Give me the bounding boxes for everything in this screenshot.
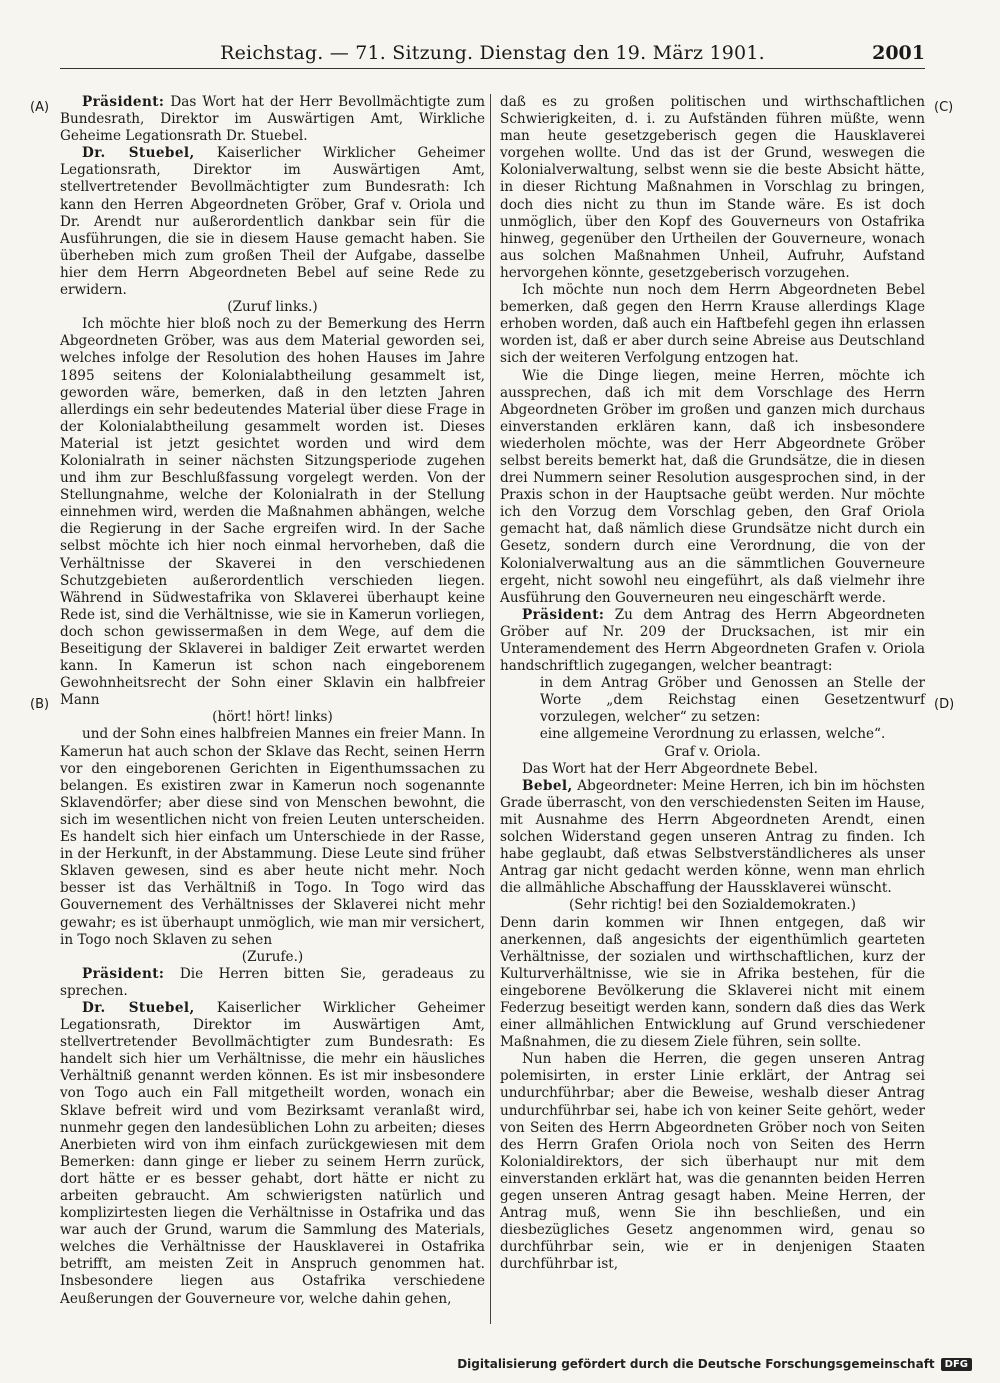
paragraph-text: Das Wort hat der Herr Abgeordnete Bebel.: [522, 760, 818, 777]
interjection: (Zuruf links.): [227, 299, 318, 316]
speech-paragraph: [60, 1000, 485, 1308]
interjection: Graf v. Oriola.: [664, 743, 761, 760]
speaker-name: Bebel,: [522, 777, 573, 794]
paragraph: [500, 282, 925, 367]
paragraph: [500, 368, 925, 607]
paragraph: [500, 94, 925, 282]
quoted-amendment: in dem Antrag Gröber und Genossen an Stelle der Worte „dem Reichstag einen Gesetzentwurf vorzulegen, welcher“ zu setzen:: [540, 675, 925, 726]
margin-mark-d: (D): [934, 697, 955, 712]
paragraph-text: und der Sohn eines halbfreien Mannes ein freier Mann. In Kamerun hat auch schon der Sklave das Recht, seinen Herrn vor den eingeborenen Gerichten in Eigenthumssachen zu belangen. Es existiren zwar in Kamerun noch sogenannte Sklavendörfer; aber diese sind von Menschen bewohnt, die sich im wesentlichen nicht von freien Leuten unterscheiden. Es handelt sich hier einfach um Unterschiede in der Rasse, in der Herkunft, in der Abstammung. Diese Leute sind früher Sklaven gewesen, sind es aber heute nicht mehr. Noch besser ist das Verhältniß in Togo. In Togo wird das Gouvernement des Verhältnisses der Sklaverei nicht mehr gewahr; es ist überhaupt unmöglich, wie man mir versichert, in Togo noch Sklaven zu sehen: [60, 726, 485, 948]
paragraph-text: Ich möchte nun noch dem Herrn Abgeordneten Bebel bemerken, daß gegen den Herrn Krause allerdings Klage erhoben worden, daß auch ein Haftbefehl gegen ihn erlassen worden ist, daß er aber durch seine Abreise aus Deutschland sich der weiteren Verfolgung entzogen hat.: [500, 282, 925, 367]
speech-paragraph: [60, 94, 485, 145]
interjection: eine allgemeine Verordnung zu erlassen, welche“.: [539, 726, 886, 743]
paragraph-text: Ich möchte hier bloß noch zu der Bemerkung des Herrn Abgeordneten Gröber, was aus dem Material geworden sei, welches infolge der Resolution des hohen Hauses im Jahre 1895 seitens der Kolonialabtheilung gesammelt ist, geworden wäre, bemerken, daß in den letzten Jahren allerdings ein sehr bedeutendes Material über diese Frage in der Kolonialabtheilung gesammelt worden ist. Dieses Material ist jetzt gesichtet worden und wird dem Kolonialrath in seiner nächsten Sitzungsperiode zugehen und ihm zur Beschlußfassung vorgelegt werden. Von der Stellungnahme, welche der Kolonialrath in der Stellung einnehmen wird, werden die Maßnahmen abhängen, welche die Regierung in der Sache ergreifen wird. In der Sache selbst möchte ich hier noch einmal hervorheben, daß die Verhältnisse der Skaverei in den verschiedenen Schutzgebieten außerordentlich verschieden liegen. Während in Südwestafrika von Sklaverei überhaupt keine Rede ist, sind die Verhältnisse, wie sie in Kamerun vorliegen, doch schon gewissermaßen in dem Wege, auf dem die Beseitigung der Sklaverei in baldiger Zeit erwartet werden kann. In Kamerun ist schon nach eingeborenem Gewohnheitsrecht der Sohn einer Sklavin ein halbfreier Mann: [60, 316, 485, 709]
dfg-logo: DFG: [941, 1358, 972, 1371]
paragraph-text: Nun haben die Herren, die gegen unseren Antrag polemisirten, in erster Linie erklärt, der Antrag sei undurchführbar; aber die Beweise, weshalb dieser Antrag undurchführbar sei, habe ich von keiner Seite gehört, weder von Seiten des Herrn Abgeordneten Gröber noch von Seiten des Herrn Grafen Oriola noch von Seiten des Herrn Kolonialdirektors, der sich überhaupt nur mit dem einverstanden erklärt hat, was die genannten beiden Herren gegen unseren Antrag gesagt haben. Meine Herren, der Antrag muß, wenn Sie ihn beschließen, und ein diesbezügliches Gesetz angenommen wird, genau so durchführbar sein, wie er in denjenigen Staaten durchführbar ist,: [500, 1051, 925, 1273]
interjection: (Sehr richtig! bei den Sozialdemokraten.): [569, 897, 856, 914]
paragraph-text: Die Herren bitten Sie, geradeaus zu sprechen.: [60, 965, 485, 999]
paragraph: [60, 726, 485, 948]
paragraph-text: Wie die Dinge liegen, meine Herren, möchte ich aussprechen, daß ich mit dem Vorschlage des Herrn Abgeordneten Gröber im großen und ganzen mich durchaus einverstanden erklären kann, daß ich insbesondere wiederholen möchte, was der Herr Abgeordnete Gröber selbst bereits bemerkt hat, daß die Grundsätze, die in diesen drei Nummern seiner Resolution ausgesprochen sind, in der Praxis schon in der Hauptsache geübt werden. Nur möchte ich den Vorzug dem Vorschlag geben, den Graf Oriola gemacht hat, daß nämlich diese Grundsätze nicht durch ein Gesetz, sondern durch eine Verordnung, die von der Kolonialverwaltung aus an die sämmtlichen Gouverneure ergeht, nicht sowohl neu eingeführt, als daß vielmehr ihre Ausführung den Gouverneuren neu eingeschärft werde.: [500, 367, 925, 606]
interjection: (Zurufe.): [241, 948, 304, 965]
right-column: [500, 94, 925, 1273]
paragraph-text: Denn darin kommen wir Ihnen entgegen, daß wir anerkennen, daß angesichts der eigenthümlich gearteten Verhältnisse, der sozialen und wirthschaftlichen, kurz der Kulturverhältnisse, wie sie in Afrika bestehen, für die eingeborene Bevölkerung die Sklaverei nicht mit einem Federzug beseitigt werden kann, sondern daß dies das Werk einer allmählichen Entwicklung auf Grund verschiedener Maßnahmen, die zu diesem Ziele führen, sein sollte.: [500, 914, 925, 1051]
footer-text: Digitalisierung gefördert durch die Deutsche Forschungsgemeinschaft: [457, 1357, 935, 1371]
speech-paragraph: [500, 607, 925, 675]
speech-paragraph: [500, 778, 925, 898]
speaker-name: Präsident:: [522, 606, 605, 623]
running-title: Reichstag. — 71. Sitzung. Dienstag den 19. März 1901.: [220, 42, 765, 64]
speaker-name: Dr. Stuebel,: [82, 999, 195, 1016]
paragraph-text: daß es zu großen politischen und wirthschaftlichen Schwierigkeiten, d. i. zu Aufständen führen müßte, wenn man heute gesetzgeberisch gegen die Hausklaverei vorgehen wollte. Und das ist der Grund, weswegen die Kolonialverwaltung, selbst wenn sie die beste Absicht hätte, in dieser Richtung Maßnahmen in Vorschlag zu bringen, doch dies nicht zu thun im Stande wäre. Es ist doch unmöglich, über den Kopf des Gouverneurs von Ostafrika hinweg, gegenüber den Urtheilen der Gouverneure, wonach aus solchen Maßnahmen Unheil, Aufruhr, Aufstand hervorgehen könnte, gesetzgeberisch vorzugehen.: [500, 94, 925, 281]
interjection: (hört! hört! links): [212, 709, 333, 726]
margin-mark-c: (C): [934, 100, 954, 115]
paragraph: [500, 1051, 925, 1273]
paragraph-text: Kaiserlicher Wirklicher Geheimer Legationsrath, Direktor im Auswärtigen Amt, stellvertretender Bevollmächtigter zum Bundesrath: Es handelt sich hier um Verhältnisse, die mehr ein häusliches Verhältniß genannt werden können. Es ist mir insbesondere von Togo auch ein Fall mitgetheilt worden, wonach ein Sklave befreit wird und vom Bezirksamt veranlaßt wird, nunmehr gegen den landesüblichen Lohn zu arbeiten; dieses Anerbieten wird von ihm einfach zurückgewiesen mit dem Bemerken: dann ginge er lieber zu seinem Herrn zurück, dort hätte er es besser gehabt, dort hätte er nicht zu arbeiten gebraucht. Am schwierigsten natürlich und komplizirtesten liegen die Verhältnisse in Ostafrika und das war auch der Grund, warum die Sammlung des Materials, welches die Verhältnisse der Hausklaverei in Ostafrika betrifft, am meisten Zeit in Anspruch genommen hat. Insbesondere liegen aus Ostafrika verschiedene Aeußerungen der Gouverneure vor, welche dahin gehen,: [60, 999, 485, 1307]
page-header: [60, 40, 925, 69]
speech-paragraph: [60, 966, 485, 1000]
paragraph-text: Kaiserlicher Wirklicher Geheimer Legationsrath, Direktor im Auswärtigen Amt, stellvertretender Bevollmächtigter zum Bundesrath: Ich kann den Herren Abgeordneten Gröber, Graf v. Oriola und Dr. Arendt nur außerordentlich dankbar sein für die Ausführungen, die sie in diesem Hause gemacht haben. Sie überheben mich zum großen Theil der Aufgabe, dasselbe hier dem Herrn Abgeordneten Bebel auf seine Rede zu erwidern.: [60, 145, 485, 299]
paragraph-text: Das Wort hat der Herr Bevollmächtigte zum Bundesrath, Direktor im Auswärtigen Amt, Wirkliche Geheime Legationsrath Dr. Stuebel.: [60, 94, 485, 145]
footer-credit: [457, 1357, 972, 1371]
paragraph-text: Abgeordneter: Meine Herren, ich bin im höchsten Grade überrascht, von den verschiedensten Seiten im Hause, mit Ausnahme des Herrn Abgeordneten Arendt, einen solchen Widerstand gegen unseren Antrag zu finden. Ich habe geglaubt, daß etwas Selbstverständlicheres als unser Antrag gar nicht gedacht werden könne, wenn man ehrlich die allmähliche Abschaffung der Haussklaverei wünscht.: [500, 777, 925, 897]
page-number: 2001: [872, 42, 925, 64]
speaker-name: Präsident:: [82, 965, 165, 982]
left-column: [60, 94, 485, 1308]
margin-mark-a: (A): [30, 100, 50, 115]
paragraph-text: Zu dem Antrag des Herrn Abgeordneten Gröber auf Nr. 209 der Drucksachen, ist mir ein Unteramendement des Herrn Abgeordneten Grafen v. Oriola handschriftlich zugegangen, welcher beantragt:: [500, 606, 925, 675]
column-divider: [490, 94, 491, 1324]
paragraph: [500, 915, 925, 1052]
speech-paragraph: [60, 145, 485, 299]
paragraph: [500, 761, 925, 778]
speaker-name: Präsident:: [82, 94, 165, 110]
margin-mark-b: (B): [30, 697, 50, 712]
speaker-name: Dr. Stuebel,: [82, 145, 195, 162]
paragraph: [60, 316, 485, 709]
